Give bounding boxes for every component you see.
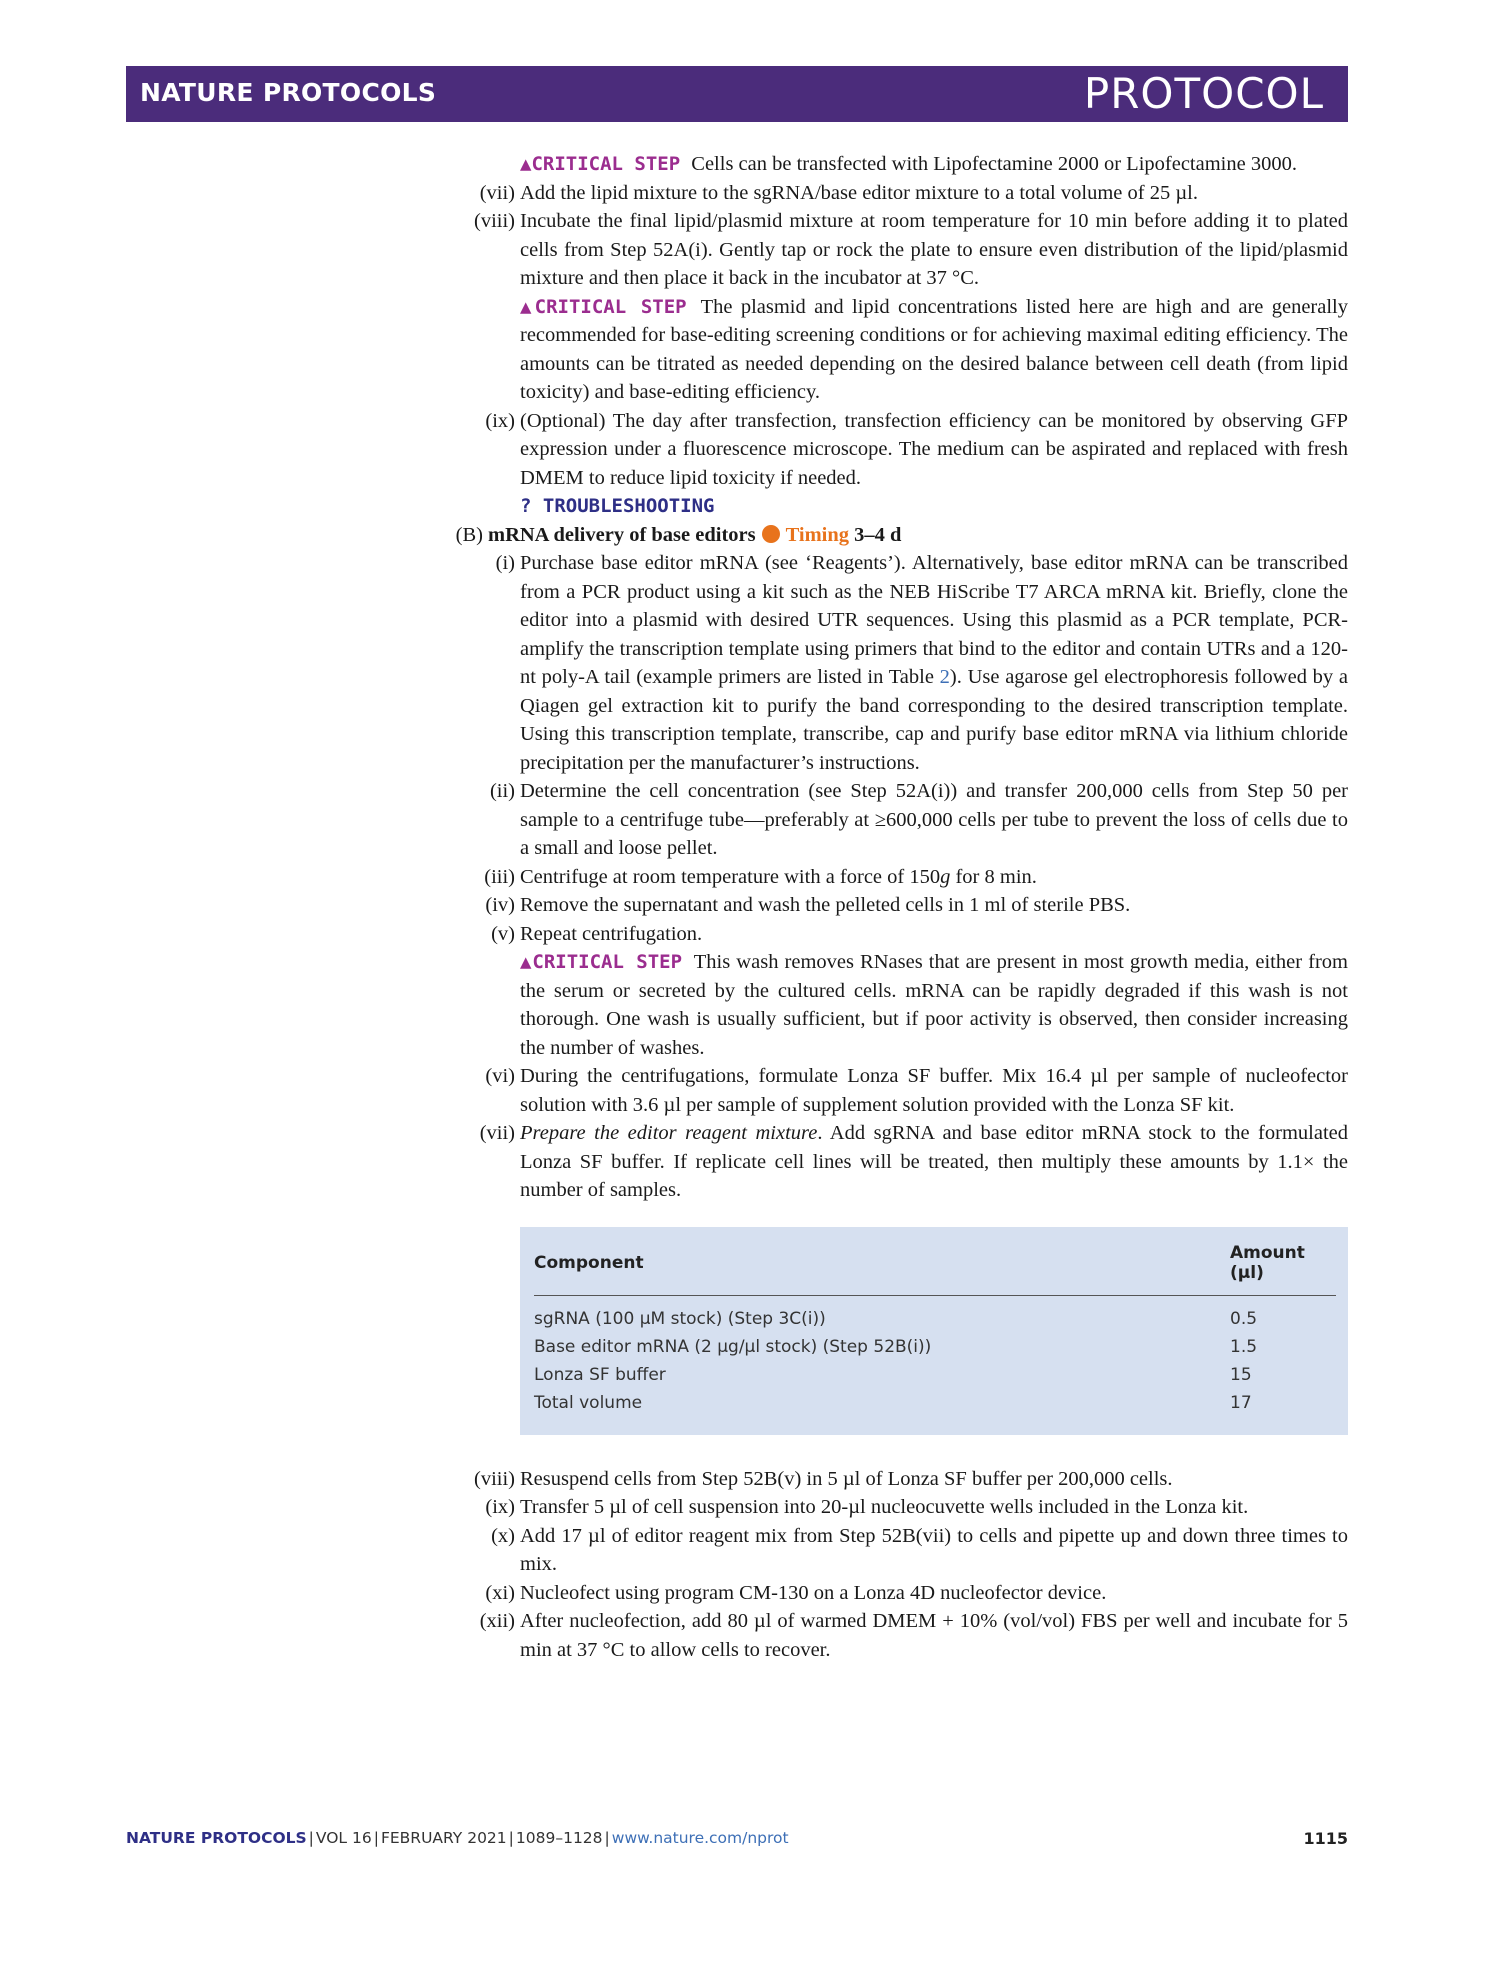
critical-step-label: ▲CRITICAL STEP <box>520 295 687 318</box>
footer-separator: | <box>308 1829 314 1847</box>
step-text: Determine the cell concentration (see Step 52A(i)) and transfer 200,000 cells from Step 50 per sample to a centrifuge tube—preferably at ≥600,000 cells per tube to prevent the loss of cells due to a small and loose pellet. <box>520 780 1348 859</box>
step-text: (Optional) The day after transfection, transfection efficiency can be monitored by observing GFP expression under a fluorescence microscope. The medium can be aspirated and replaced with fresh DMEM to reduce lipid toxicity if needed. <box>520 409 1348 489</box>
table-cell: 1.5 <box>1230 1336 1258 1357</box>
step-item <box>479 1607 1348 1664</box>
table-header-component: Component <box>534 1235 1230 1296</box>
step-item <box>484 863 1348 892</box>
table-header-amount: Amount (µl) <box>1230 1235 1336 1296</box>
footer-journal: NATURE PROTOCOLS <box>126 1829 307 1847</box>
critical-step-text: Cells can be transfected with Lipofectamine 2000 or Lipofectamine 3000. <box>691 153 1297 175</box>
step-text: Purchase base editor mRNA (see ‘Reagents’). Alternatively, base editor mRNA can be transcribed from a PCR product using a kit such as the NEB HiScribe T7 ARCA mRNA kit. Briefly, clone the editor into a plasmid with desired UTR sequences. Using this plasmid as a PCR template, PCR-amplify the transcription template using primers that bind to the editor and contain UTRs and a 120-nt poly-A tail (example primers are listed in Table <box>520 552 1348 688</box>
step-text: During the centrifugations, formulate Lonza SF buffer. Mix 16.4 µl per sample of nucleofector solution with 3.6 µl per sample of supplement solution provided with the Lonza SF kit. <box>520 1065 1348 1116</box>
step-text: After nucleofection, add 80 µl of warmed DMEM + 10% (vol/vol) FBS per well and incubate for 5 min at 37 °C to allow cells to recover. <box>520 1610 1348 1661</box>
step-item <box>489 777 1348 863</box>
step-number: (viii) <box>474 1467 515 1490</box>
step-text: Centrifuge at room temperature with a force of 150 <box>520 865 941 888</box>
step-text: Remove the supernatant and wash the pelleted cells in 1 ml of sterile PBS. <box>520 894 1131 916</box>
critical-step-text: The plasmid and lipid concentrations listed here are high and are generally recommended for base-editing screening conditions or for achieving maximal editing efficiency. The amounts can be titrated as needed depending on the desired balance between cell death (from lipid toxicity) and base-editing efficiency. <box>520 295 1348 403</box>
step-number: (xii) <box>479 1610 515 1632</box>
step-item <box>479 1119 1348 1205</box>
footer-separator: | <box>604 1829 610 1847</box>
step-number: (x) <box>491 1524 515 1547</box>
step-number: (ii) <box>489 780 515 802</box>
step-number: (vii) <box>479 181 515 204</box>
step-item <box>479 179 1348 208</box>
step-number: (vi) <box>485 1065 515 1087</box>
step-item <box>474 1465 1348 1494</box>
footer-volume: VOL 16 <box>315 1829 372 1847</box>
section-number: (B) <box>455 523 483 546</box>
critical-step-text: This wash removes RNases that are present in most growth media, either from the serum or secreted by the cultured cells. mRNA can be rapidly degraded if this wash is not thorough. One wash is usually sufficient, but if poor activity is observed, then consider increasing the number of washes. <box>520 951 1348 1059</box>
page-footer <box>126 1829 789 1847</box>
table-row <box>534 1389 1336 1417</box>
table-cell: Base editor mRNA (2 µg/µl stock) (Step 52B(i)) <box>534 1336 932 1357</box>
journal-name: NATURE PROTOCOLS <box>140 78 437 107</box>
footer-date: FEBRUARY 2021 <box>380 1829 507 1847</box>
section-b-heading <box>455 521 1489 550</box>
step-item <box>495 549 1348 777</box>
step-text-cont: ). Use agarose gel electrophoresis followed by a Qiagen gel extraction kit to purify the band corresponding to the desired transcription template. Using this transcription template, transcribe, cap and purify base editor mRNA via lithium chloride precipitation per the manufacturer’s instructions. <box>520 666 1348 774</box>
critical-step-note <box>520 293 1348 407</box>
step-item <box>474 207 1348 293</box>
step-number: (iii) <box>484 865 515 888</box>
table-cell: 15 <box>1230 1364 1252 1385</box>
table-reference-link[interactable]: 2 <box>939 666 950 688</box>
timing-dot-icon <box>762 525 780 543</box>
step-number: (xi) <box>485 1581 515 1604</box>
article-type: PROTOCOL <box>1083 69 1324 118</box>
step-text: Resuspend cells from Step 52B(v) in 5 µl of Lonza SF buffer per 200,000 cells. <box>520 1467 1173 1490</box>
step-emphasis: Prepare the editor reagent mixture <box>520 1122 818 1144</box>
critical-step-label: ▲CRITICAL STEP <box>520 153 681 175</box>
footer-url-link[interactable]: www.nature.com/nprot <box>611 1829 789 1847</box>
step-item <box>485 407 1348 493</box>
step-text: Transfer 5 µl of cell suspension into 20-µl nucleocuvette wells included in the Lonza kit. <box>520 1496 1249 1518</box>
step-item <box>491 920 1348 949</box>
critical-step-note <box>520 150 1348 179</box>
step-item <box>485 1579 1348 1608</box>
table-cell: sgRNA (100 µM stock) (Step 3C(i)) <box>534 1308 826 1329</box>
table-cell: 17 <box>1230 1392 1252 1413</box>
step-number: (ix) <box>485 409 515 432</box>
step-text: . Add sgRNA and base editor mRNA stock to the formulated Lonza SF buffer. If replicate cell lines will be treated, then multiply these amounts by 1.1× the number of samples. <box>520 1122 1348 1201</box>
step-item <box>485 1062 1348 1119</box>
journal-header <box>126 66 1348 122</box>
step-item <box>491 1522 1348 1579</box>
step-item <box>485 891 1348 920</box>
step-number: (iv) <box>485 894 515 916</box>
table-cell: Lonza SF buffer <box>534 1364 666 1385</box>
troubleshooting-link[interactable] <box>520 492 1348 521</box>
step-number: (v) <box>491 922 515 945</box>
page-number: 1115 <box>1303 1829 1348 1848</box>
table-row <box>534 1361 1336 1389</box>
step-number: (viii) <box>474 210 515 232</box>
table-row <box>534 1295 1336 1333</box>
section-title: mRNA delivery of base editors <box>488 523 756 546</box>
reagent-table <box>520 1227 1348 1435</box>
table-cell: 0.5 <box>1230 1308 1258 1329</box>
critical-step-note <box>520 948 1348 1062</box>
unit-g: g <box>940 865 951 888</box>
table-cell: Total volume <box>534 1392 643 1413</box>
step-text: Repeat centrifugation. <box>520 922 703 945</box>
timing-value: 3–4 d <box>854 523 902 546</box>
step-text: Nucleofect using program CM-130 on a Lonza 4D nucleofector device. <box>520 1581 1107 1604</box>
step-number: (ix) <box>485 1496 515 1518</box>
step-text: Incubate the final lipid/plasmid mixture at room temperature for 10 min before adding it to plated cells from Step 52A(i). Gently tap or rock the plate to ensure even distribution of the lipid/plasmid mixture and then place it back in the incubator at 37 °C. <box>520 210 1348 289</box>
step-text: Add the lipid mixture to the sgRNA/base editor mixture to a total volume of 25 µl. <box>520 181 1198 204</box>
page-body <box>0 150 1489 1664</box>
troubleshooting-label[interactable]: ? TROUBLESHOOTING <box>520 495 715 517</box>
step-number: (vii) <box>479 1122 515 1144</box>
timing-label: Timing <box>785 523 850 546</box>
footer-separator: | <box>373 1829 379 1847</box>
footer-separator: | <box>508 1829 514 1847</box>
step-text-cont: for 8 min. <box>950 865 1037 888</box>
step-item <box>485 1493 1348 1522</box>
table-row <box>534 1333 1336 1361</box>
critical-step-label: ▲CRITICAL STEP <box>520 951 683 973</box>
step-number: (i) <box>495 552 515 574</box>
step-text: Add 17 µl of editor reagent mix from Step 52B(vii) to cells and pipette up and down three times to mix. <box>520 1524 1348 1575</box>
footer-pages: 1089–1128 <box>515 1829 603 1847</box>
